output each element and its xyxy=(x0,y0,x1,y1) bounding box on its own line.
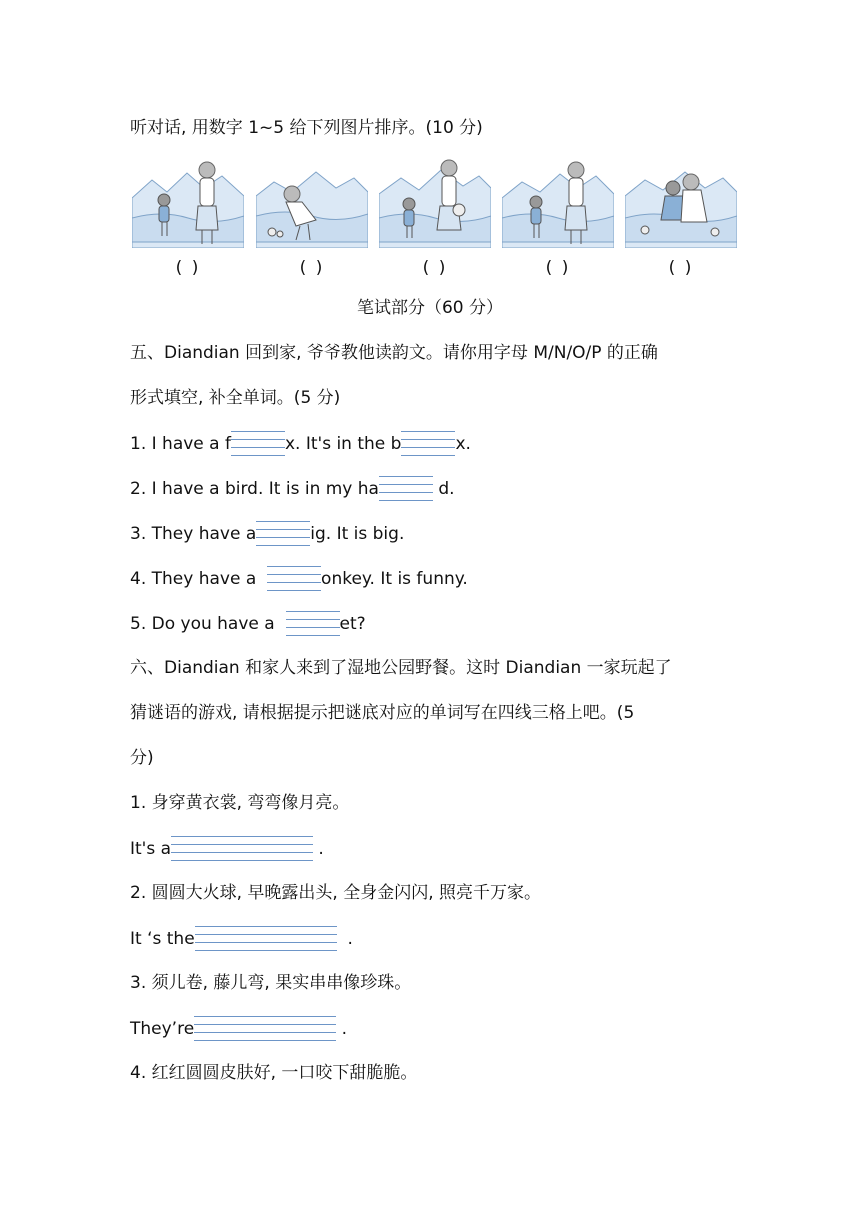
item-3-text-b: ig. It is big. xyxy=(310,524,405,544)
riddle-1-clue: 1. 身穿黄衣裳, 弯弯像月亮。 xyxy=(130,793,350,813)
blank-1b[interactable] xyxy=(401,431,455,457)
picture-2 xyxy=(256,158,368,248)
riddle-1-answer xyxy=(130,836,324,862)
item-3-text-a: 3. They have a xyxy=(130,524,257,544)
picture-row xyxy=(130,158,740,283)
illustration-family-sitting xyxy=(625,158,737,248)
riddle-4-clue: 4. 红红圆圆皮肤好, 一口咬下甜脆脆。 xyxy=(130,1063,418,1083)
section5-item-4 xyxy=(130,566,468,592)
answer-parenthesis-4[interactable]: ( ) xyxy=(545,258,571,278)
section6-title-line2: 猜谜语的游戏, 请根据提示把谜底对应的单词写在四线三格上吧。(5 xyxy=(130,703,635,723)
riddle-1-prefix: It's a xyxy=(130,839,172,859)
riddle-2-prefix: It ‘s the xyxy=(130,929,195,949)
blank-4[interactable] xyxy=(267,566,321,592)
illustration-girl-mother xyxy=(132,158,244,248)
section5-item-1 xyxy=(130,431,471,457)
riddle-1-suffix: . xyxy=(313,839,324,859)
item-2-text-b: d. xyxy=(432,479,455,499)
illustration-girl-mother-lake xyxy=(502,158,614,248)
riddle-2-suffix: . xyxy=(336,929,353,949)
riddle-1-blank[interactable] xyxy=(171,836,313,862)
answer-parenthesis-2[interactable]: ( ) xyxy=(299,258,325,278)
blank-3[interactable] xyxy=(256,521,310,547)
riddle-2-answer xyxy=(130,926,353,952)
riddle-2-clue: 2. 圆圆大火球, 早晚露出头, 全身金闪闪, 照亮千万家。 xyxy=(130,883,542,903)
picture-3 xyxy=(379,158,491,248)
riddle-3-answer xyxy=(130,1016,347,1042)
item-2-text-a: 2. I have a bird. It is in my ha xyxy=(130,479,379,499)
answer-parenthesis-5[interactable]: ( ) xyxy=(668,258,694,278)
item-5-text-b: et? xyxy=(339,614,366,634)
blank-2[interactable] xyxy=(379,476,433,502)
section5-item-5 xyxy=(130,611,366,637)
illustration-girl-mother-basket xyxy=(379,158,491,248)
section5-item-2 xyxy=(130,476,455,502)
item-1-text-b: x. It's in the b xyxy=(284,434,402,454)
riddle-3-prefix: They’re xyxy=(130,1019,195,1039)
riddle-3-suffix: . xyxy=(336,1019,347,1039)
listening-instruction: 听对话, 用数字 1~5 给下列图片排序。(10 分) xyxy=(130,118,483,138)
section5-title-line2: 形式填空, 补全单词。(5 分) xyxy=(130,388,341,408)
picture-4 xyxy=(502,158,614,248)
picture-5 xyxy=(625,158,737,248)
answer-parenthesis-3[interactable]: ( ) xyxy=(422,258,448,278)
blank-5[interactable] xyxy=(286,611,340,637)
illustration-woman-at-water xyxy=(256,158,368,248)
riddle-3-clue: 3. 须儿卷, 藤儿弯, 果实串串像珍珠。 xyxy=(130,973,412,993)
item-4-text-b: onkey. It is funny. xyxy=(321,569,468,589)
item-1-text-a: 1. I have a f xyxy=(130,434,231,454)
written-section-heading: 笔试部分（60 分） xyxy=(356,298,504,318)
answer-parenthesis-1[interactable]: ( ) xyxy=(175,258,201,278)
item-5-text-a: 5. Do you have a xyxy=(130,614,286,634)
section5-title-line1: 五、Diandian 回到家, 爷爷教他读韵文。请你用字母 M/N/O/P 的正确 xyxy=(130,343,658,363)
riddle-3-blank[interactable] xyxy=(194,1016,336,1042)
section6-title-line3: 分) xyxy=(130,748,154,768)
picture-1 xyxy=(132,158,244,248)
riddle-2-blank[interactable] xyxy=(195,926,337,952)
blank-1a[interactable] xyxy=(231,431,285,457)
section6-title-line1: 六、Diandian 和家人来到了湿地公园野餐。这时 Diandian 一家玩起了 xyxy=(130,658,672,678)
section5-item-3 xyxy=(130,521,404,547)
item-4-text-a: 4. They have a xyxy=(130,569,268,589)
item-1-text-c: x. xyxy=(455,434,471,454)
